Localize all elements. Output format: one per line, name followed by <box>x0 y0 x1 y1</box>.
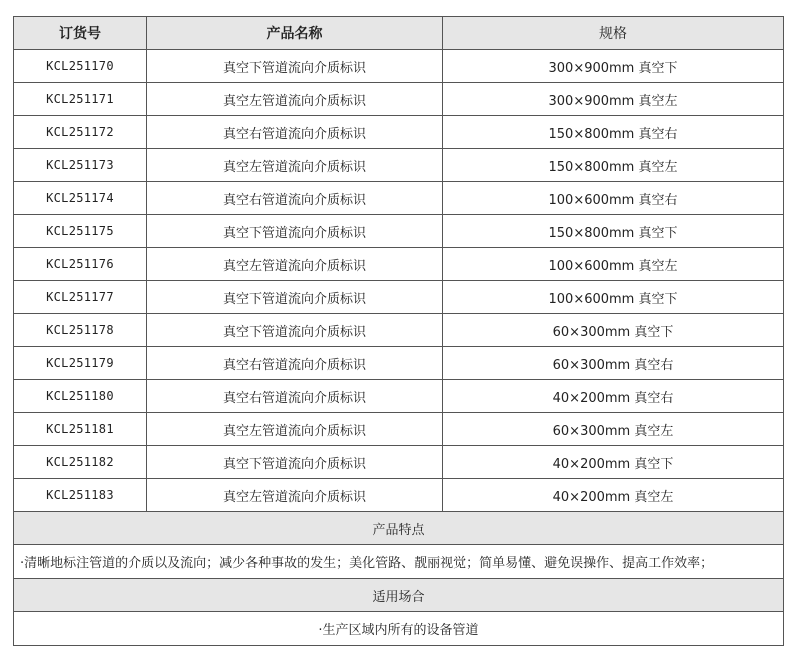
order-number-cell: KCL251183 <box>14 479 147 512</box>
table-row <box>14 50 784 83</box>
specification-cell: 100×600mm 真空下 <box>443 281 784 314</box>
product-name-cell: 真空右管道流向介质标识 <box>147 380 443 413</box>
specification-cell: 60×300mm 真空下 <box>443 314 784 347</box>
order-number-cell: KCL251172 <box>14 116 147 149</box>
order-number-cell: KCL251178 <box>14 314 147 347</box>
product-name-cell: 真空左管道流向介质标识 <box>147 149 443 182</box>
table-row <box>14 347 784 380</box>
order-number-cell: KCL251175 <box>14 215 147 248</box>
order-number-cell: KCL251171 <box>14 83 147 116</box>
header-product-name: 产品名称 <box>147 17 443 50</box>
product-name-cell: 真空左管道流向介质标识 <box>147 479 443 512</box>
header-order-number: 订货号 <box>14 17 147 50</box>
specification-cell: 150×800mm 真空左 <box>443 149 784 182</box>
table-row <box>14 479 784 512</box>
product-name-cell: 真空下管道流向介质标识 <box>147 215 443 248</box>
usage-title-row <box>14 579 784 612</box>
product-name-cell: 真空左管道流向介质标识 <box>147 83 443 116</box>
product-name-cell: 真空左管道流向介质标识 <box>147 413 443 446</box>
table-row <box>14 281 784 314</box>
specification-cell: 100×600mm 真空左 <box>443 248 784 281</box>
table-row <box>14 413 784 446</box>
specification-cell: 40×200mm 真空右 <box>443 380 784 413</box>
table-row <box>14 149 784 182</box>
table-row <box>14 314 784 347</box>
order-number-cell: KCL251180 <box>14 380 147 413</box>
product-name-cell: 真空右管道流向介质标识 <box>147 347 443 380</box>
product-table <box>13 16 784 646</box>
features-text-row <box>14 545 784 579</box>
specification-cell: 60×300mm 真空左 <box>443 413 784 446</box>
order-number-cell: KCL251182 <box>14 446 147 479</box>
order-number-cell: KCL251177 <box>14 281 147 314</box>
product-name-cell: 真空下管道流向介质标识 <box>147 281 443 314</box>
features-title: 产品特点 <box>14 512 784 545</box>
product-name-cell: 真空下管道流向介质标识 <box>147 50 443 83</box>
specification-cell: 300×900mm 真空左 <box>443 83 784 116</box>
table-header-row <box>14 17 784 50</box>
usage-text: ·生产区域内所有的设备管道 <box>14 612 784 646</box>
table-row <box>14 248 784 281</box>
order-number-cell: KCL251176 <box>14 248 147 281</box>
table-row <box>14 83 784 116</box>
table-row <box>14 182 784 215</box>
specification-cell: 150×800mm 真空右 <box>443 116 784 149</box>
usage-title: 适用场合 <box>14 579 784 612</box>
specification-cell: 300×900mm 真空下 <box>443 50 784 83</box>
features-title-row <box>14 512 784 545</box>
order-number-cell: KCL251173 <box>14 149 147 182</box>
table-body <box>14 50 784 512</box>
table-row <box>14 446 784 479</box>
product-name-cell: 真空下管道流向介质标识 <box>147 446 443 479</box>
order-number-cell: KCL251174 <box>14 182 147 215</box>
product-name-cell: 真空左管道流向介质标识 <box>147 248 443 281</box>
product-name-cell: 真空下管道流向介质标识 <box>147 314 443 347</box>
table-row <box>14 116 784 149</box>
usage-text-row <box>14 612 784 646</box>
specification-cell: 60×300mm 真空右 <box>443 347 784 380</box>
product-spec-sheet <box>13 16 783 646</box>
features-text: ·清晰地标注管道的介质以及流向；减少各种事故的发生；美化管路、靓丽视觉；简单易懂、避免误操作、提高工作效率； <box>14 545 784 579</box>
order-number-cell: KCL251181 <box>14 413 147 446</box>
product-name-cell: 真空右管道流向介质标识 <box>147 182 443 215</box>
specification-cell: 40×200mm 真空下 <box>443 446 784 479</box>
order-number-cell: KCL251170 <box>14 50 147 83</box>
specification-cell: 100×600mm 真空右 <box>443 182 784 215</box>
table-row <box>14 380 784 413</box>
header-specification: 规格 <box>443 17 784 50</box>
product-name-cell: 真空右管道流向介质标识 <box>147 116 443 149</box>
specification-cell: 40×200mm 真空左 <box>443 479 784 512</box>
table-row <box>14 215 784 248</box>
order-number-cell: KCL251179 <box>14 347 147 380</box>
specification-cell: 150×800mm 真空下 <box>443 215 784 248</box>
